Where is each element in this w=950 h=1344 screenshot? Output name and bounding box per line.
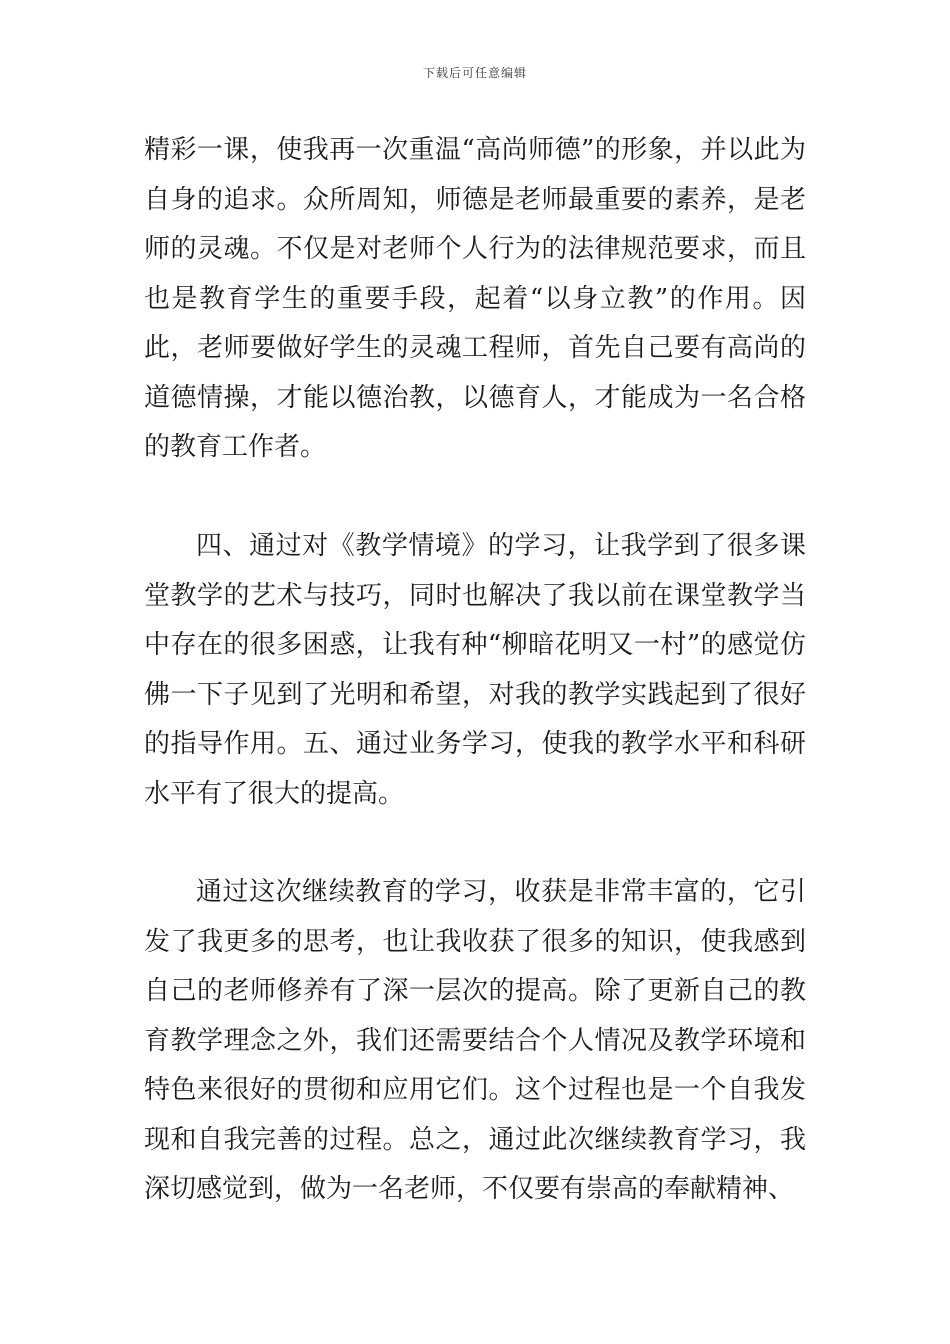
paragraph-2 <box>144 522 806 819</box>
header-note: 下载后可任意编辑 <box>422 66 527 80</box>
paragraph-1 <box>144 126 806 473</box>
paragraph-text: 四、通过对《教学情境》的学习，让我学到了很多课堂教学的艺术与技巧，同时也解决了我以前在课堂教学当中存在的很多困惑，让我有种“柳暗花明又一村”的感觉仿佛一下子见到了光明和希望，对我的教学实践起到了很好的指导作用。五、通过业务学习，使我的教学水平和科研水平有了很大的提高。 <box>144 531 806 809</box>
paragraph-3 <box>144 868 806 1215</box>
paragraph-text: 精彩一课，使我再一次重温“高尚师德”的形象，并以此为自身的追求。众所周知，师德是老师最重要的素养，是老师的灵魂。不仅是对老师个人行为的法律规范要求，而且也是教育学生的重要手段，起着“以身立教”的作用。因此，老师要做好学生的灵魂工程师，首先自己要有高尚的道德情操，才能以德治教，以德育人，才能成为一名合格的教育工作者。 <box>144 135 806 462</box>
paragraph-text: 通过这次继续教育的学习，收获是非常丰富的，它引发了我更多的思考，也让我收获了很多的知识，使我感到自己的老师修养有了深一层次的提高。除了更新自己的教育教学理念之外，我们还需要结合个人情况及教学环境和特色来很好的贯彻和应用它们。这个过程也是一个自我发现和自我完善的过程。总之，通过此次继续教育学习，我深切感觉到，做为一名老师，不仅要有崇高的奉献精神、 <box>144 877 806 1204</box>
